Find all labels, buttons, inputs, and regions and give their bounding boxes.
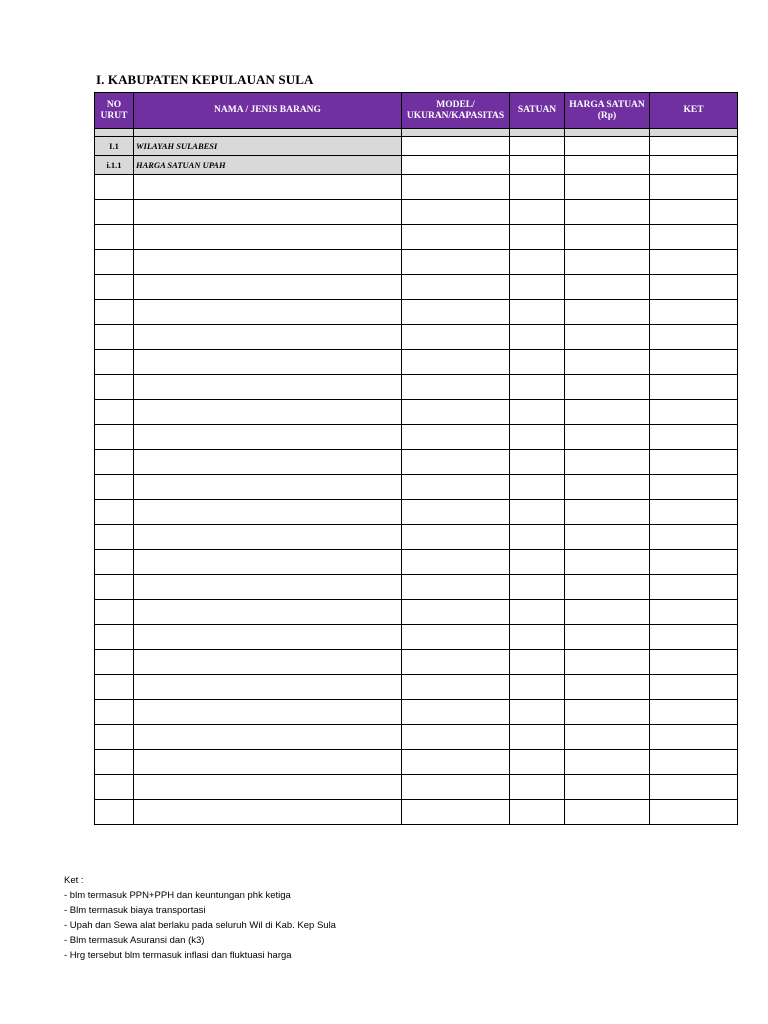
table-cell[interactable] [565,550,650,575]
table-cell[interactable] [95,750,134,775]
table-cell[interactable] [95,500,134,525]
table-cell [402,129,510,137]
table-row [95,375,738,400]
table-cell[interactable] [565,650,650,675]
table-row [95,300,738,325]
table-cell[interactable] [402,450,510,475]
table-row [95,475,738,500]
table-cell[interactable] [134,400,402,425]
table-row [95,275,738,300]
table-row [95,725,738,750]
table-cell[interactable] [95,575,134,600]
note-item: - Upah dan Sewa alat berlaku pada seluruh Wil di Kab. Kep Sula [64,920,336,931]
table-cell[interactable] [510,156,565,175]
table-cell[interactable] [510,275,565,300]
table-cell[interactable] [402,625,510,650]
table-cell[interactable] [134,200,402,225]
table-cell[interactable] [650,325,738,350]
table-cell[interactable] [510,550,565,575]
table-cell[interactable] [134,275,402,300]
table-cell[interactable] [134,600,402,625]
table-cell[interactable] [95,425,134,450]
table-cell[interactable] [510,225,565,250]
table-cell[interactable] [402,300,510,325]
table-cell[interactable] [510,500,565,525]
table-cell[interactable] [650,450,738,475]
table-cell[interactable] [402,475,510,500]
table-cell[interactable] [134,700,402,725]
table-cell[interactable] [565,800,650,825]
table-cell[interactable] [402,375,510,400]
notes-heading: Ket : [64,875,84,886]
table-cell[interactable] [95,275,134,300]
header-nama-jenis-barang: NAMA / JENIS BARANG [134,93,402,129]
table-cell[interactable] [565,675,650,700]
table-cell[interactable] [510,650,565,675]
table-row [95,600,738,625]
table-cell[interactable] [95,475,134,500]
table-cell[interactable] [510,175,565,200]
table-row [95,200,738,225]
table-cell[interactable] [402,750,510,775]
table-cell[interactable] [510,700,565,725]
table-cell[interactable] [650,575,738,600]
table-cell[interactable] [95,600,134,625]
table-cell[interactable] [650,137,738,156]
table-cell[interactable] [650,475,738,500]
table-cell[interactable] [95,325,134,350]
table-cell[interactable] [95,300,134,325]
table-cell[interactable] [565,325,650,350]
table-cell[interactable] [402,725,510,750]
table-cell[interactable] [95,400,134,425]
table-cell[interactable] [510,725,565,750]
table-row [95,550,738,575]
table-cell[interactable] [134,500,402,525]
table-cell[interactable] [650,775,738,800]
table-cell[interactable] [402,425,510,450]
section-label: WILAYAH SULABESI [134,137,402,156]
table-cell[interactable] [650,750,738,775]
table-cell[interactable] [565,750,650,775]
table-cell[interactable] [650,600,738,625]
table-cell[interactable] [510,375,565,400]
table-row [95,775,738,800]
table-cell[interactable] [134,425,402,450]
table-cell[interactable] [95,675,134,700]
table-cell[interactable] [402,525,510,550]
table-cell[interactable] [510,400,565,425]
section-code: I.1 [95,137,134,156]
table-cell[interactable] [650,675,738,700]
table-cell [650,129,738,137]
table-cell[interactable] [565,475,650,500]
table-cell[interactable] [402,275,510,300]
table-cell[interactable] [565,700,650,725]
table-cell[interactable] [402,137,510,156]
table-cell[interactable] [95,800,134,825]
table-cell[interactable] [95,775,134,800]
table-cell[interactable] [565,525,650,550]
table-cell[interactable] [565,450,650,475]
table-cell[interactable] [650,400,738,425]
section-row [95,156,738,175]
table-row [95,175,738,200]
table-cell[interactable] [510,137,565,156]
table-cell[interactable] [650,156,738,175]
table-row [95,750,738,775]
table-cell[interactable] [510,675,565,700]
header-satuan: SATUAN [510,93,565,129]
table-cell[interactable] [134,450,402,475]
table-cell [134,129,402,137]
table-cell[interactable] [95,725,134,750]
table-row [95,325,738,350]
header-no-urut: NO URUT [95,93,134,129]
table-cell[interactable] [565,400,650,425]
table-row [95,450,738,475]
table-cell[interactable] [565,350,650,375]
header-harga-satuan: HARGA SATUAN (Rp) [565,93,650,129]
table-cell[interactable] [565,137,650,156]
section-row [95,137,738,156]
price-table [94,92,738,825]
table-cell[interactable] [510,600,565,625]
table-cell[interactable] [510,800,565,825]
table-cell[interactable] [134,175,402,200]
table-cell[interactable] [134,800,402,825]
table-cell[interactable] [134,375,402,400]
table-cell[interactable] [565,500,650,525]
table-cell[interactable] [95,350,134,375]
table-cell[interactable] [650,350,738,375]
table-cell[interactable] [134,225,402,250]
table-row [95,250,738,275]
table-cell[interactable] [134,725,402,750]
table-cell[interactable] [402,325,510,350]
table-cell[interactable] [402,175,510,200]
note-item: - Hrg tersebut blm termasuk inflasi dan fluktuasi harga [64,950,292,961]
table-cell[interactable] [134,775,402,800]
spacer-row [95,129,738,137]
table-cell[interactable] [565,250,650,275]
table-cell[interactable] [134,475,402,500]
table-cell[interactable] [402,775,510,800]
table-cell[interactable] [95,375,134,400]
table-cell[interactable] [134,675,402,700]
table-cell[interactable] [565,425,650,450]
table-cell[interactable] [134,325,402,350]
table-row [95,500,738,525]
table-cell[interactable] [650,300,738,325]
table-row [95,800,738,825]
table-cell[interactable] [650,625,738,650]
table-cell[interactable] [565,575,650,600]
table-cell[interactable] [134,750,402,775]
table-cell[interactable] [402,200,510,225]
note-item: - Blm termasuk Asuransi dan (k3) [64,935,205,946]
table-cell[interactable] [95,525,134,550]
table-cell[interactable] [95,225,134,250]
table-cell[interactable] [402,225,510,250]
table-cell[interactable] [510,750,565,775]
table-cell[interactable] [650,225,738,250]
table-cell[interactable] [650,700,738,725]
table-row [95,350,738,375]
table-cell[interactable] [402,250,510,275]
table-cell[interactable] [650,250,738,275]
table-row [95,225,738,250]
note-item: - blm termasuk PPN+PPH dan keuntungan phk ketiga [64,890,291,901]
page-title: I. KABUPATEN KEPULAUAN SULA [96,72,314,87]
table-cell[interactable] [134,625,402,650]
table-cell[interactable] [510,325,565,350]
table-cell[interactable] [650,650,738,675]
notes-block [64,873,336,963]
table-cell[interactable] [510,625,565,650]
table-cell[interactable] [402,350,510,375]
table-cell[interactable] [134,350,402,375]
table-cell[interactable] [95,650,134,675]
table-cell [510,129,565,137]
table-cell[interactable] [510,775,565,800]
table-cell[interactable] [402,575,510,600]
table-cell[interactable] [565,725,650,750]
table-cell[interactable] [95,625,134,650]
table-cell [95,129,134,137]
table-cell[interactable] [510,200,565,225]
table-row [95,625,738,650]
table-cell[interactable] [565,625,650,650]
table-cell[interactable] [134,650,402,675]
table-cell[interactable] [95,250,134,275]
header-ket: KET [650,93,738,129]
table-row [95,675,738,700]
table-cell [565,129,650,137]
table-cell[interactable] [95,175,134,200]
table-cell[interactable] [402,400,510,425]
header-model-ukuran: MODEL/ UKURAN/KAPASITAS [402,93,510,129]
table-row [95,400,738,425]
table-cell[interactable] [95,550,134,575]
table-header-row [95,93,738,129]
table-cell[interactable] [565,200,650,225]
table-row [95,700,738,725]
table-cell[interactable] [650,200,738,225]
table-cell[interactable] [650,425,738,450]
table-cell[interactable] [510,350,565,375]
table-cell[interactable] [95,450,134,475]
table-cell[interactable] [565,300,650,325]
table-cell[interactable] [95,700,134,725]
table-cell[interactable] [510,250,565,275]
note-item: - Blm termasuk biaya transportasi [64,905,206,916]
table-cell[interactable] [650,500,738,525]
table-cell[interactable] [565,275,650,300]
table-cell[interactable] [402,600,510,625]
table-cell[interactable] [402,156,510,175]
table-cell[interactable] [650,275,738,300]
table-cell[interactable] [510,450,565,475]
table-cell[interactable] [402,700,510,725]
table-cell[interactable] [95,200,134,225]
table-cell[interactable] [402,800,510,825]
table-cell[interactable] [565,600,650,625]
table-cell[interactable] [510,575,565,600]
table-cell[interactable] [650,800,738,825]
table-cell[interactable] [650,550,738,575]
table-cell[interactable] [402,550,510,575]
table-row [95,525,738,550]
table-cell[interactable] [134,575,402,600]
section-label: HARGA SATUAN UPAH [134,156,402,175]
table-row [95,650,738,675]
table-cell[interactable] [565,175,650,200]
table-cell[interactable] [650,725,738,750]
table-cell[interactable] [565,775,650,800]
table-cell[interactable] [402,500,510,525]
section-code: i.1.1 [95,156,134,175]
table-row [95,575,738,600]
table-cell[interactable] [510,525,565,550]
table-cell[interactable] [650,375,738,400]
table-cell[interactable] [134,250,402,275]
table-cell[interactable] [510,425,565,450]
table-cell[interactable] [565,156,650,175]
table-cell[interactable] [510,475,565,500]
table-cell[interactable] [134,300,402,325]
table-row [95,425,738,450]
table-cell[interactable] [402,650,510,675]
table-cell[interactable] [402,675,510,700]
table-cell[interactable] [510,300,565,325]
table-cell[interactable] [650,175,738,200]
table-cell[interactable] [134,525,402,550]
table-cell[interactable] [650,525,738,550]
table-cell[interactable] [134,550,402,575]
table-cell[interactable] [565,375,650,400]
table-cell[interactable] [565,225,650,250]
